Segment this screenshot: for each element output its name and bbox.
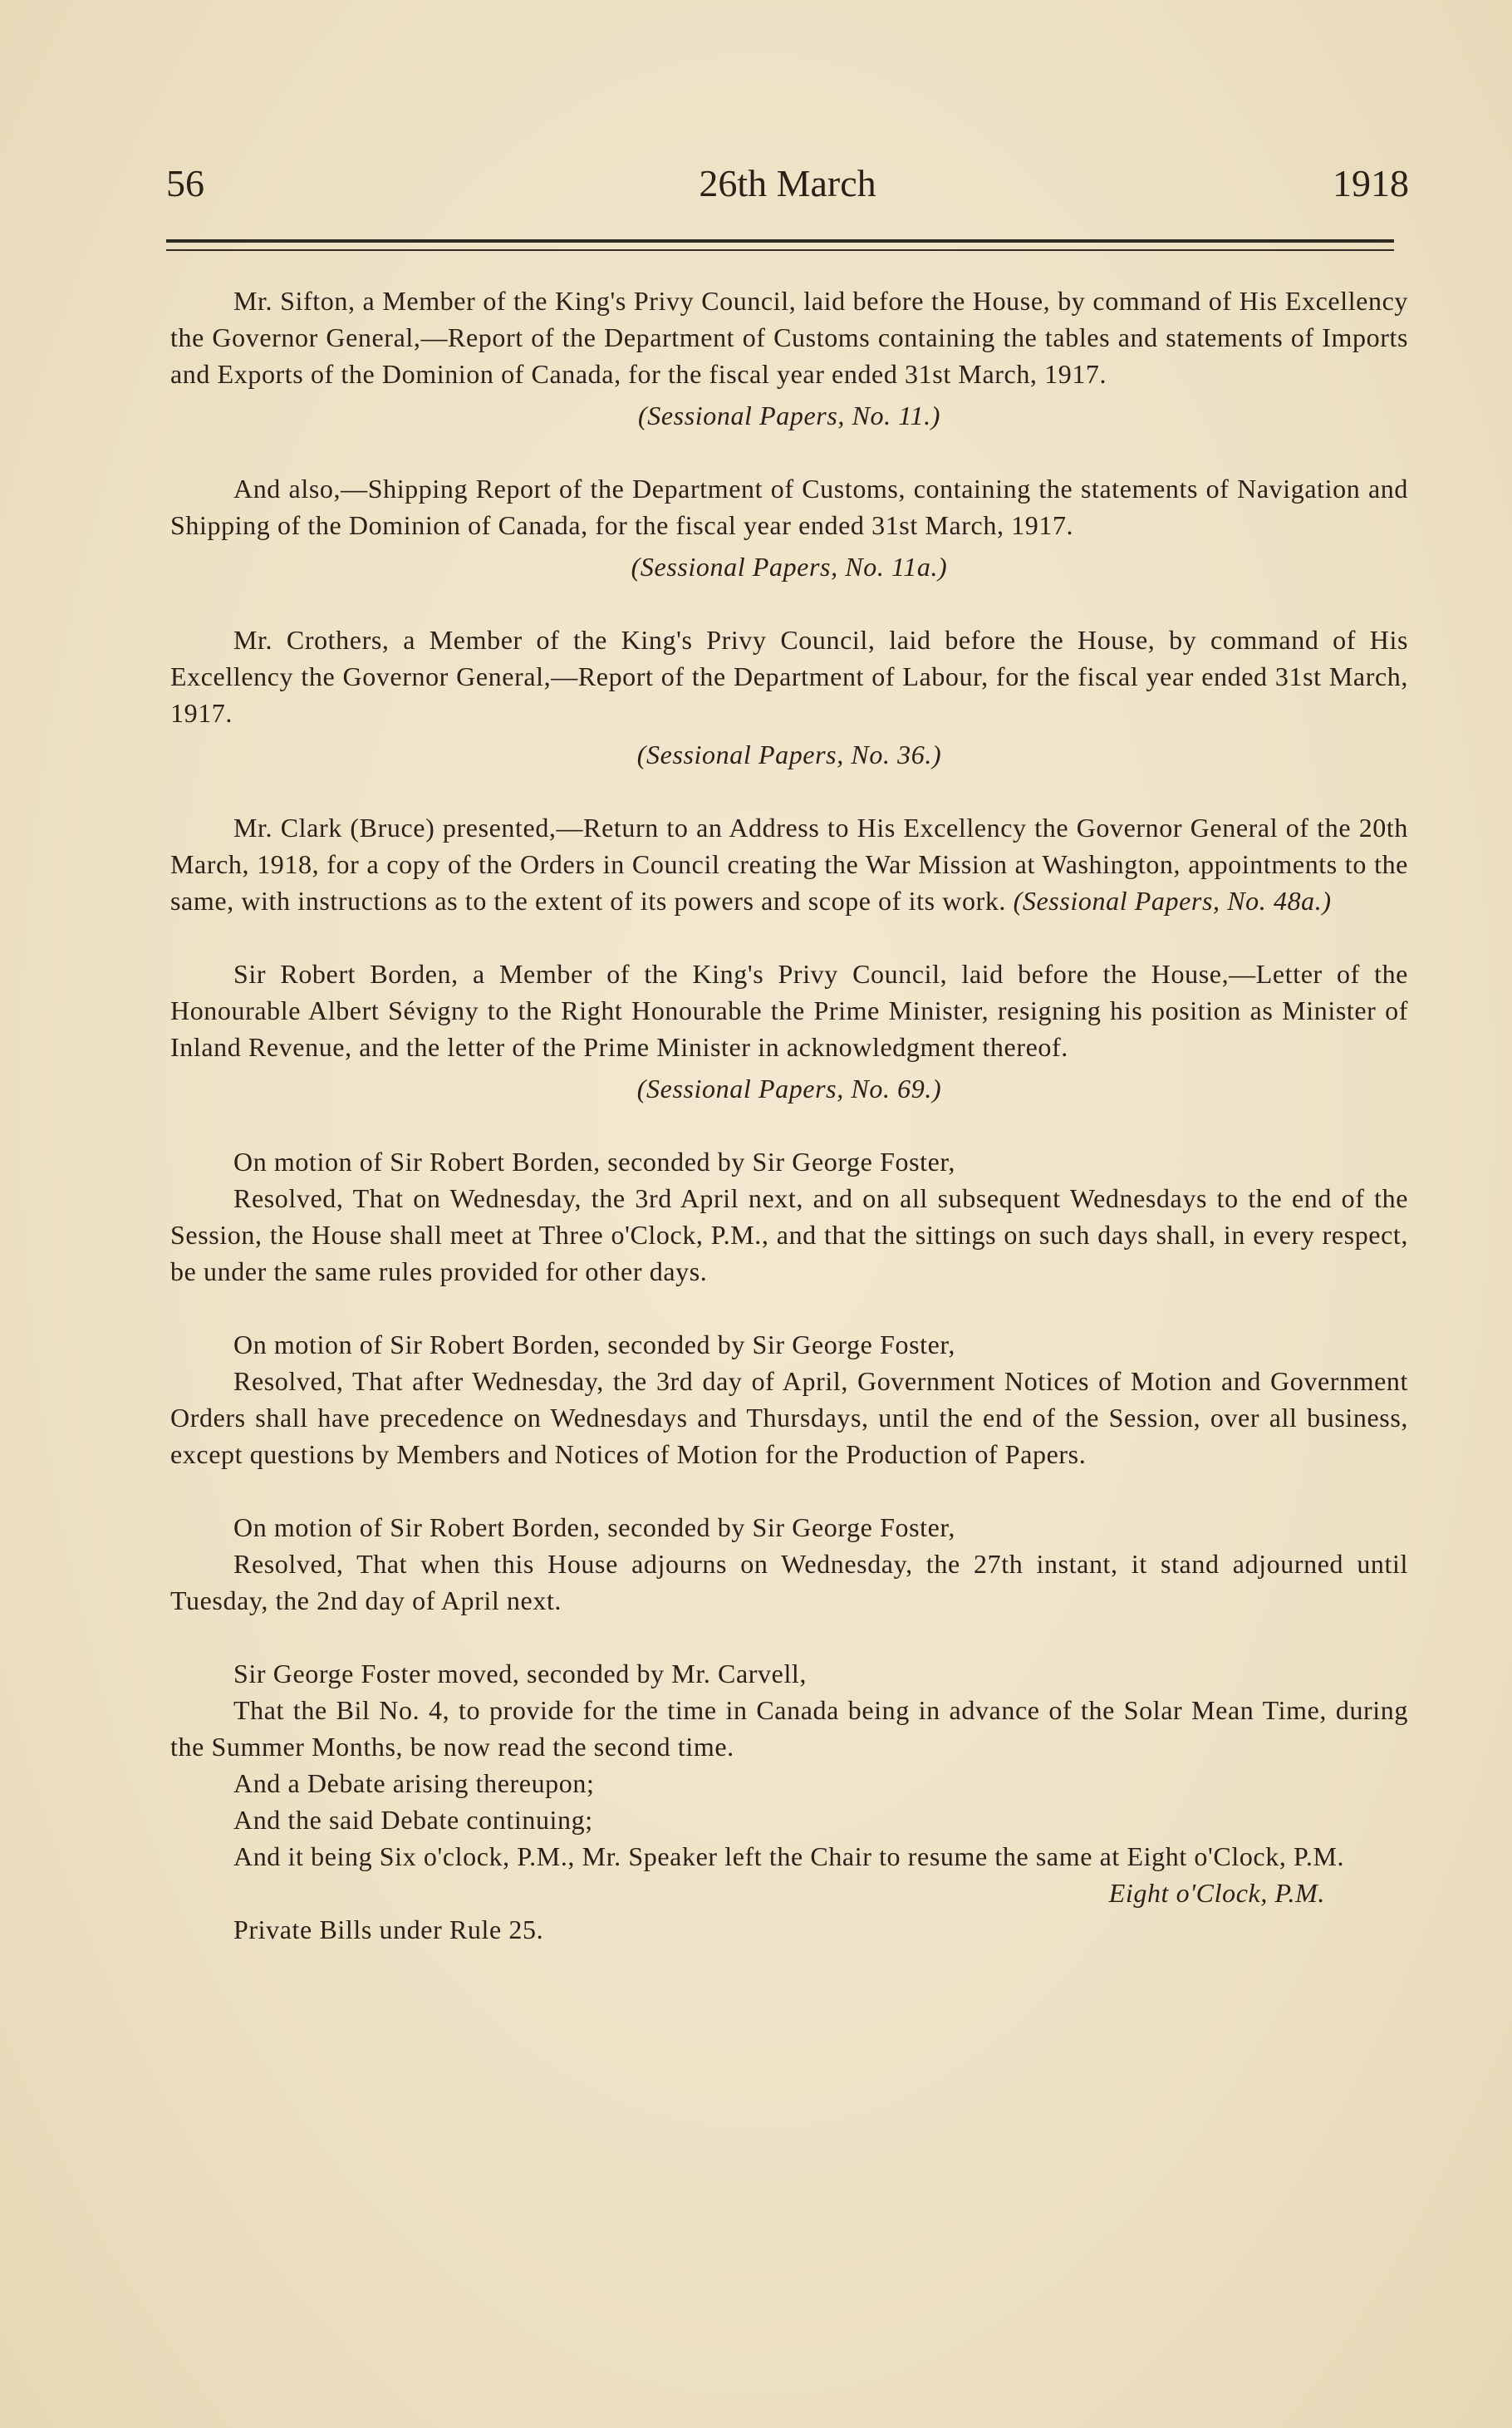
- entry-borden-letter-text: Sir Robert Borden, a Member of the King's Privy Council, laid before the House,—Letter of the Honourable Albert Sévigny to the Right Honourable the Prime Minister, resigning his position as Minister of Inland Revenue, and the letter of the Prime Minister in acknowledgment thereof.: [170, 959, 1408, 1062]
- foster-bill: That the Bil No. 4, to provide for the time in Canada being in advance of the Solar Mean Time, during the Summer Months, be now read the second time.: [170, 1695, 1408, 1762]
- entry-clark-ref: (Sessional Papers, No. 48a.): [1013, 886, 1332, 916]
- foster-adjourn: And it being Six o'clock, P.M., Mr. Speaker left the Chair to resume the same at Eight o'Clock, P.M.: [233, 1841, 1345, 1871]
- motion2-resolved: Resolved, That after Wednesday, the 3rd day of April, Government Notices of Motion and Government Orders shall have precedence on Wednesdays and Thursdays, until the end of the Session, over all business, except questions by Members and Notices of Motion for the Production of Papers.: [170, 1366, 1408, 1469]
- entry-shipping-text: And also,—Shipping Report of the Department of Customs, containing the statements of Navigation and Shipping of the Dominion of Canada, for the fiscal year ended 31st March, 1917.: [170, 474, 1408, 540]
- header-rule-thick: [166, 239, 1394, 243]
- foster-debate2: And the said Debate continuing;: [233, 1805, 593, 1835]
- page-number: 56: [166, 162, 204, 204]
- page-header: [166, 155, 1409, 213]
- header-rule-thin: [166, 249, 1394, 251]
- entry-crothers-ref: (Sessional Papers, No. 36.): [636, 740, 942, 769]
- entry-sifton-ref: (Sessional Papers, No. 11.): [637, 401, 941, 430]
- entry-clark-body: Mr. Clark (Bruce) presented,—Return to an Address to His Excellency the Governor General of the 20th March, 1918, for a copy of the Orders in Council creating the War Mission at Washington, appointments to the same, with instructions as to the extent of its powers and scope of its work.: [170, 813, 1408, 916]
- motion3-intro: On motion of Sir Robert Borden, seconded by Sir George Foster,: [233, 1512, 955, 1542]
- entry-clark-text: [170, 809, 1408, 919]
- entry-borden-letter-ref: (Sessional Papers, No. 69.): [636, 1074, 942, 1103]
- page-date: 26th March: [699, 162, 876, 204]
- private-bills: Private Bills under Rule 25.: [233, 1914, 544, 1944]
- motion1-intro: On motion of Sir Robert Borden, seconded by Sir George Foster,: [233, 1147, 955, 1177]
- page-year: 1918: [1333, 162, 1409, 204]
- entry-sifton-text: Mr. Sifton, a Member of the King's Privy Council, laid before the House, by command of His Excellency the Governor General,—Report of the Department of Customs containing the tables and statements of Imports and Exports of the Dominion of Canada, for the fiscal year ended 31st March, 1917.: [170, 286, 1408, 389]
- foster-intro: Sir George Foster moved, seconded by Mr. Carvell,: [233, 1659, 808, 1688]
- entry-crothers-text: Mr. Crothers, a Member of the King's Privy Council, laid before the House, by command of His Excellency the Governor General,—Report of the Department of Labour, for the fiscal year ended 31st March, 1917.: [170, 625, 1408, 728]
- motion2-intro: On motion of Sir Robert Borden, seconded by Sir George Foster,: [233, 1330, 955, 1359]
- page-body: [170, 283, 1408, 1948]
- entry-shipping-ref: (Sessional Papers, No. 11a.): [631, 552, 948, 582]
- evening-time: Eight o'Clock, P.M.: [1108, 1878, 1325, 1908]
- foster-debate1: And a Debate arising thereupon;: [233, 1768, 595, 1798]
- motion1-resolved: Resolved, That on Wednesday, the 3rd April next, and on all subsequent Wednesdays to the end of the Session, the House shall meet at Three o'Clock, P.M., and that the sittings on such days shall, in every respect, be under the same rules provided for other days.: [170, 1183, 1408, 1286]
- motion3-resolved: Resolved, That when this House adjourns on Wednesday, the 27th instant, it stand adjourned until Tuesday, the 2nd day of April next.: [170, 1549, 1408, 1615]
